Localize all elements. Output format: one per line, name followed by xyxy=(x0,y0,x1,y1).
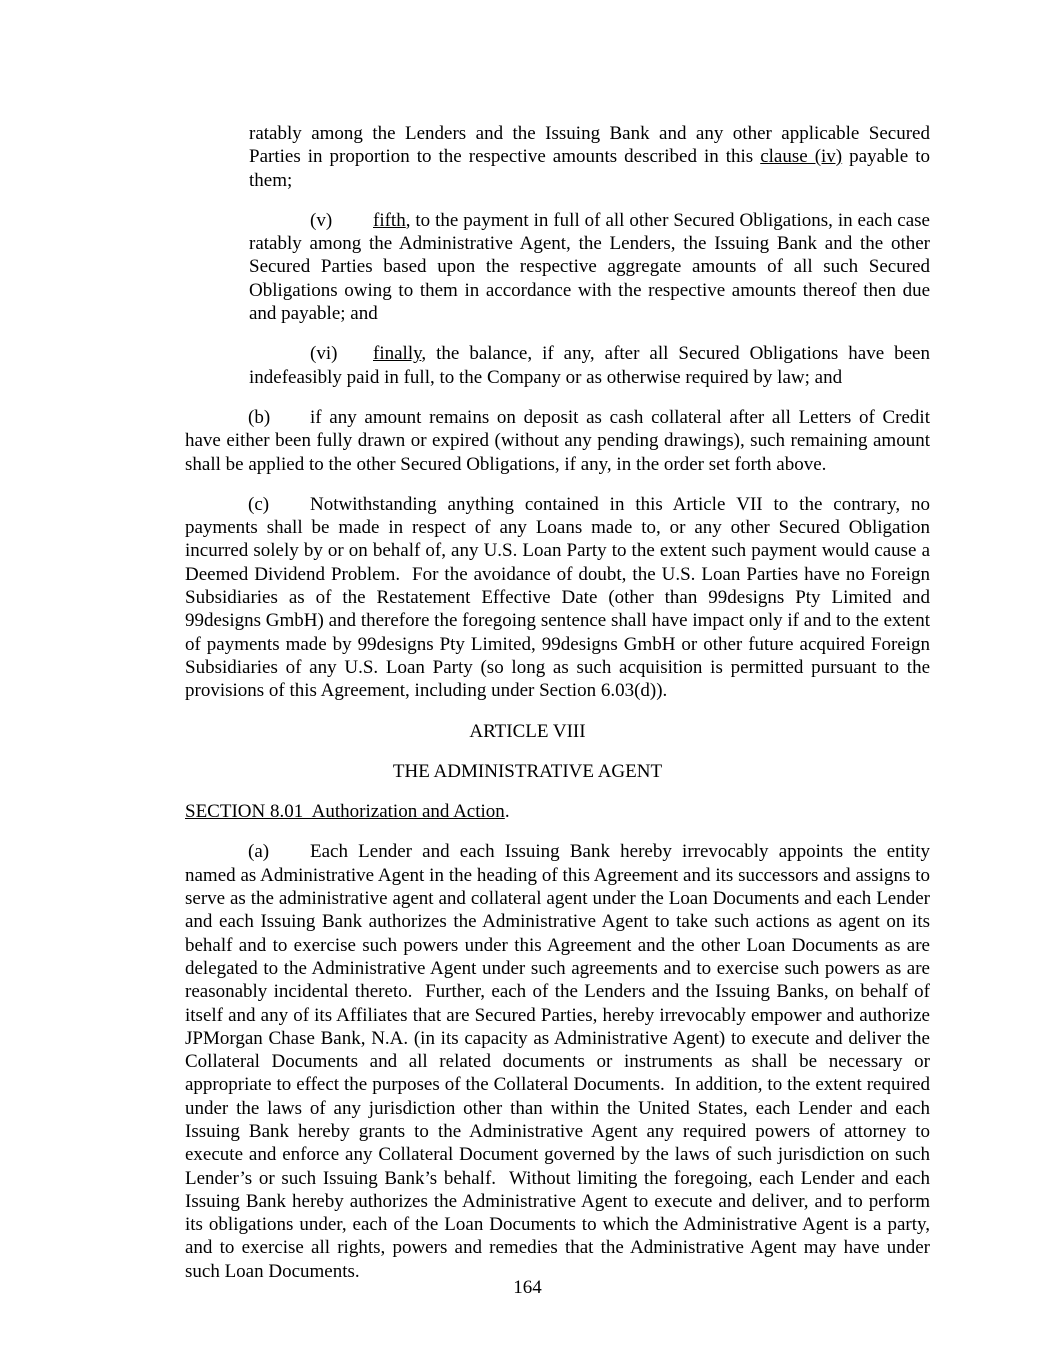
underlined-term-fifth: fifth xyxy=(373,209,406,231)
paragraph-marker-a: (a) xyxy=(248,841,270,863)
section-heading xyxy=(185,800,930,823)
paragraph-marker-c: (c) xyxy=(248,493,270,515)
paragraph-clause-iv-continuation xyxy=(249,122,930,192)
section-heading-title: SECTION 8.01 Authorization and Action xyxy=(185,801,505,823)
article-heading: ARTICLE VIII xyxy=(469,720,586,742)
paragraph-c xyxy=(185,493,930,703)
article-subheading: THE ADMINISTRATIVE AGENT xyxy=(392,760,663,782)
clause-iv-text-post: payable to them; xyxy=(249,146,931,191)
paragraph-c-text: Notwithstanding anything contained in this Article VII to the contrary, no payments shall be made in respect of any Loans made to, or any other Secured Obligation incurred solely by or on behalf of, any U.S. Loan Party to the extent such payment would cause a Deemed Dividend Problem. For the avoidance of doubt, the U.S. Loan Parties have no Foreign Subsidiaries as of the Restatement Effective Date (other than 99designs Pty Limited and 99designs GmbH) and therefore the foregoing sentence shall have impact only if and to the extent of payments made by 99designs Pty Limited, 99designs GmbH or other future acquired Foreign Subsidiaries of any U.S. Loan Party (so long as such acquisition is permitted pursuant to the provisions of this Agreement, including under Section 6.03(d)). xyxy=(185,493,930,702)
clause-vi-text: , the balance, if any, after all Secured Obligations have been indefeasibly paid in full, to the Company or as otherwise required by law; and xyxy=(249,343,930,388)
paragraph-clause-v xyxy=(249,209,930,325)
paragraph-a-text: Each Lender and each Issuing Bank hereby irrevocably appoints the entity named as Administrative Agent in the heading of this Agreement and its successors and assigns to serve as the administrative agent and collateral agent under the Loan Documents and each Lender and each Issuing Bank authorizes the Administrative Agent to take such actions as agent on its behalf and to exercise such powers under this Agreement and the other Loan Documents as are delegated to the Administrative Agent under such agreements and to exercise such powers as are reasonably incidental thereto. Further, each of the Lenders and the Issuing Banks, on behalf of itself and any of its Affiliates that are Secured Parties, hereby irrevocably empower and authorize JPMorgan Chase Bank, N.A. (in its capacity as Administrative Agent) to execute and deliver the Collateral Documents and all related documents or instruments as shall be necessary or appropriate to effect the purposes of the Collateral Documents. In addition, to the extent required under the laws of any jurisdiction other than within the United States, each Lender and each Issuing Bank hereby grants to the Administrative Agent any required powers of attorney to execute and enforce any Collateral Document governed by the laws of such jurisdiction on such Lender’s or such Issuing Bank’s behalf. Without limiting the foregoing, each Lender and each Issuing Bank hereby authorizes the Administrative Agent to execute and deliver, and to perform its obligations under, each of the Loan Documents to which the Administrative Agent is a party, and to exercise all rights, powers and remedies that the Administrative Agent may have under such Loan Documents. xyxy=(185,841,930,1282)
paragraph-b xyxy=(185,406,930,476)
document-page xyxy=(185,122,930,1300)
paragraph-a xyxy=(185,840,930,1283)
clause-iv-text-pre: ratably among the Lenders and the Issuing Bank and any other applicable Secured Parties in proportion to the respective amounts described in this xyxy=(249,123,930,168)
paragraph-marker-b: (b) xyxy=(248,406,271,428)
clause-v-text: , to the payment in full of all other Secured Obligations, in each case ratably among the Administrative Agent, the Lenders, the Issuing Bank and the other Secured Parties based upon the respective aggregate amounts of all such Secured Obligations owing to them in accordance with the respective amounts thereof then due and payable; and xyxy=(249,209,930,325)
clause-marker-v: (v) xyxy=(310,209,333,231)
paragraph-b-text: if any amount remains on deposit as cash collateral after all Letters of Credit have either been fully drawn or expired (without any pending drawings), such remaining amount shall be applied to the other Secured Obligations, if any, in the order set forth above. xyxy=(185,406,930,475)
clause-marker-vi: (vi) xyxy=(310,343,338,365)
underlined-reference-clause-iv: clause (iv) xyxy=(760,146,843,168)
underlined-term-finally: finally xyxy=(373,343,422,365)
section-heading-period: . xyxy=(504,801,510,823)
page-number: 164 xyxy=(513,1277,542,1298)
paragraph-clause-vi xyxy=(249,342,930,389)
